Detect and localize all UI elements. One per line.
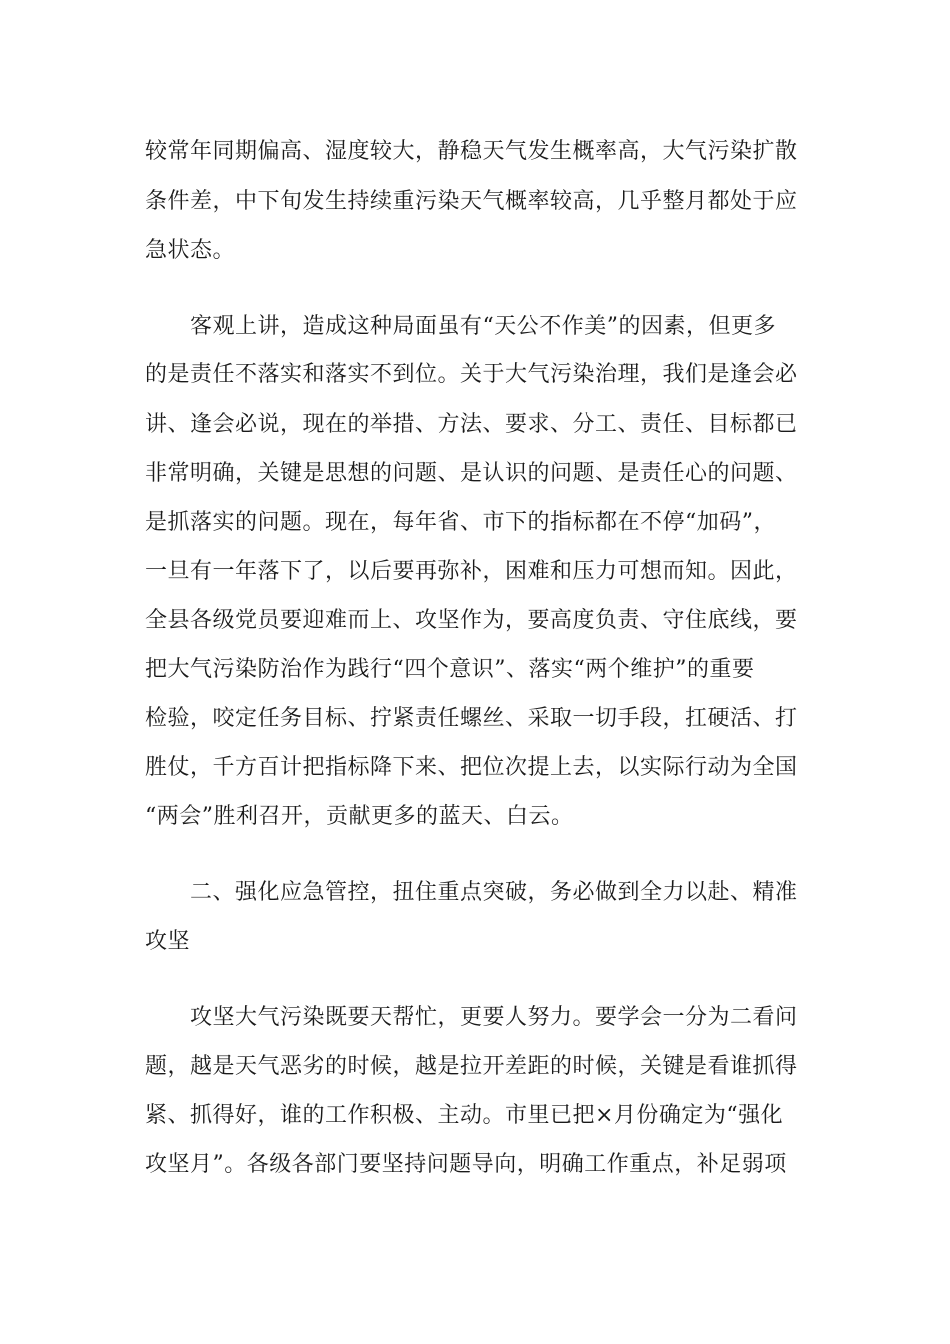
- text-line: 急状态。: [145, 238, 236, 263]
- text-line: 紧、抓得好，谁的工作积极、主动。市里已把×月份确定为“强化: [145, 1103, 784, 1128]
- text-line: 把大气污染防治作为践行“四个意识”、落实“两个维护”的重要: [145, 657, 755, 682]
- section-heading-line: 二、强化应急管控，扭住重点突破，务必做到全力以赴、精准: [145, 880, 798, 905]
- text-line: 非常明确，关键是思想的问题、是认识的问题、是责任心的问题、: [145, 461, 798, 486]
- text-line: 讲、逢会必说，现在的举措、方法、要求、分工、责任、目标都已: [145, 412, 798, 437]
- text-line: 条件差，中下旬发生持续重污染天气概率较高，几乎整月都处于应: [145, 189, 798, 214]
- text-line: 的是责任不落实和落实不到位。关于大气污染治理，我们是逢会必: [145, 362, 798, 387]
- section-heading-line: 攻坚: [145, 929, 191, 954]
- text-line: 是抓落实的问题。现在，每年省、市下的指标都在不停“加码”，: [145, 510, 776, 535]
- text-line: 全县各级党员要迎难而上、攻坚作为，要高度负责、守住底线，要: [145, 608, 798, 633]
- text-line: 胜仗，千方百计把指标降下来、把位次提上去，以实际行动为全国: [145, 755, 798, 780]
- text-line: 检验，咬定任务目标、拧紧责任螺丝、采取一切手段，扛硬活、打: [145, 706, 798, 731]
- text-line: 攻坚月”。各级各部门要坚持问题导向，明确工作重点，补足弱项: [145, 1152, 787, 1177]
- text-line: 攻坚大气污染既要天帮忙，更要人努力。要学会一分为二看问: [145, 1005, 798, 1030]
- text-line: “两会”胜利召开，贡献更多的蓝天、白云。: [145, 804, 574, 829]
- text-line: 题，越是天气恶劣的时候，越是拉开差距的时候，关键是看谁抓得: [145, 1054, 798, 1079]
- text-line: 客观上讲，造成这种局面虽有“天公不作美”的因素，但更多: [145, 314, 776, 339]
- text-line: 较常年同期偏高、湿度较大，静稳天气发生概率高，大气污染扩散: [145, 139, 798, 164]
- text-line: 一旦有一年落下了，以后要再弥补，困难和压力可想而知。因此，: [145, 559, 798, 584]
